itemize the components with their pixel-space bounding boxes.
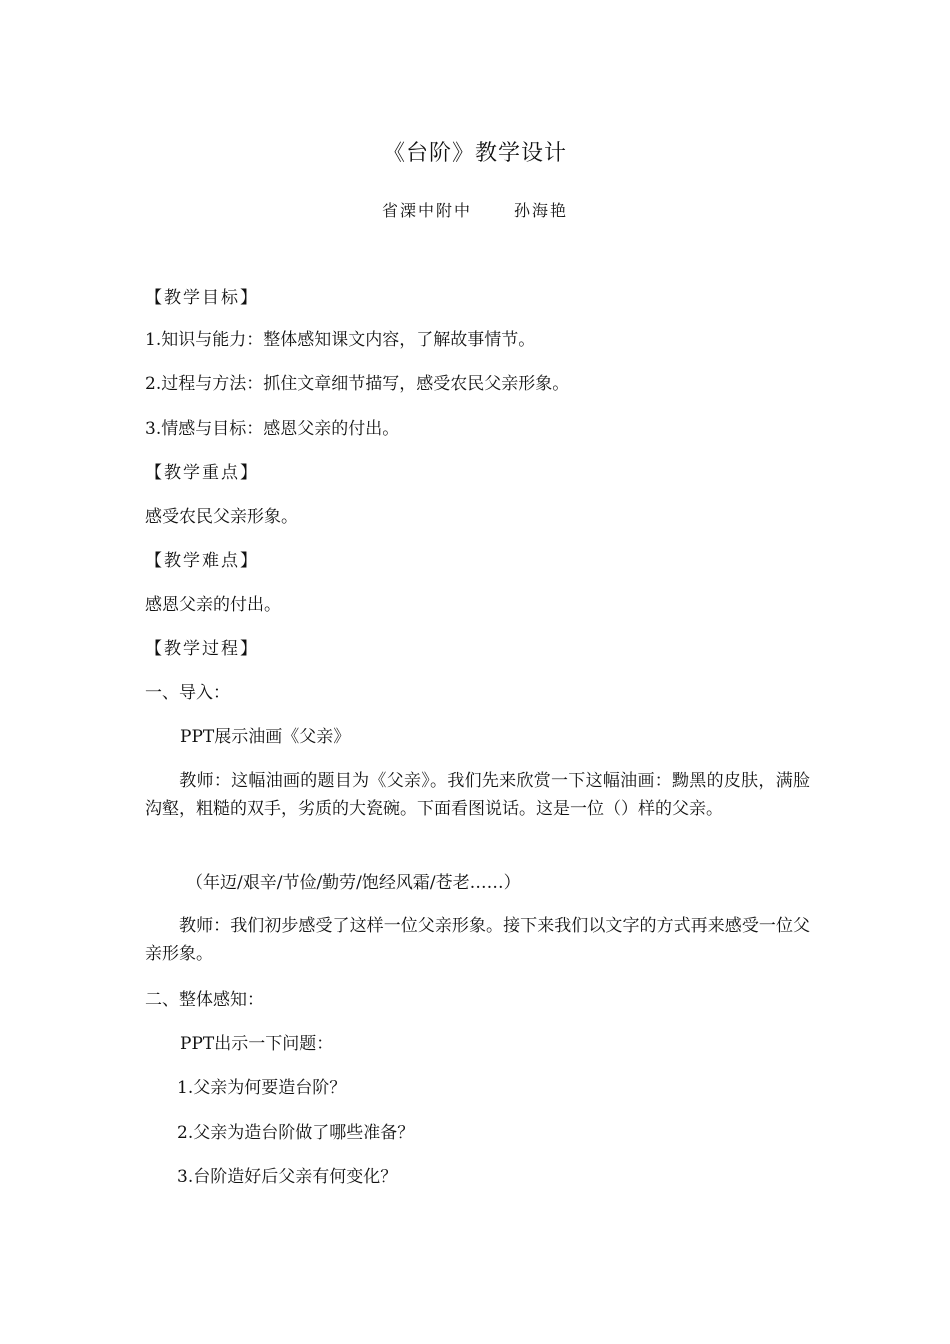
heading-teaching-goals: 【教学目标】 xyxy=(145,288,259,308)
byline xyxy=(0,198,950,221)
key-points-text: 感受农民父亲形象。 xyxy=(145,507,298,527)
teacher-paragraph-2: 教师：我们初步感受了这样一位父亲形象。接下来我们以文字的方式再来感受一位父亲形象。 xyxy=(145,916,810,964)
section-overall-perception: 二、整体感知： xyxy=(145,990,264,1010)
document-title: 《台阶》教学设计 xyxy=(382,141,567,166)
question-2: 2.父亲为造台阶做了哪些准备？ xyxy=(177,1123,415,1143)
heading-difficulties: 【教学难点】 xyxy=(145,551,259,571)
difficulties-text: 感恩父亲的付出。 xyxy=(145,595,281,615)
ppt-questions-intro: PPT出示一下问题： xyxy=(180,1034,334,1054)
teacher-paragraph-1: 教师：这幅油画的题目为《父亲》。我们先来欣赏一下这幅油画：黝黑的皮肤，满脸沟壑，粗糙的双手，劣质的大瓷碗。下面看图说话。这是一位（）样的父亲。 xyxy=(145,771,810,819)
goal-item-1: 1.知识与能力：整体感知课文内容，了解故事情节。 xyxy=(145,330,536,350)
heading-process: 【教学过程】 xyxy=(145,639,259,659)
ppt-show-painting: PPT展示油画《父亲》 xyxy=(180,727,351,747)
question-1: 1.父亲为何要造台阶？ xyxy=(177,1078,347,1098)
heading-key-points: 【教学重点】 xyxy=(145,463,259,483)
answer-options: （年迈/艰辛/节俭/勤劳/饱经风霜/苍老……） xyxy=(186,873,521,893)
author-name: 孙海艳 xyxy=(514,201,569,220)
section-intro: 一、导入： xyxy=(145,683,230,703)
school-name: 省溧中附中 xyxy=(381,201,472,220)
goal-item-2: 2.过程与方法：抓住文章细节描写，感受农民父亲形象。 xyxy=(145,374,570,394)
question-3: 3.台阶造好后父亲有何变化？ xyxy=(177,1167,398,1187)
goal-item-3: 3.情感与目标：感恩父亲的付出。 xyxy=(145,419,400,439)
